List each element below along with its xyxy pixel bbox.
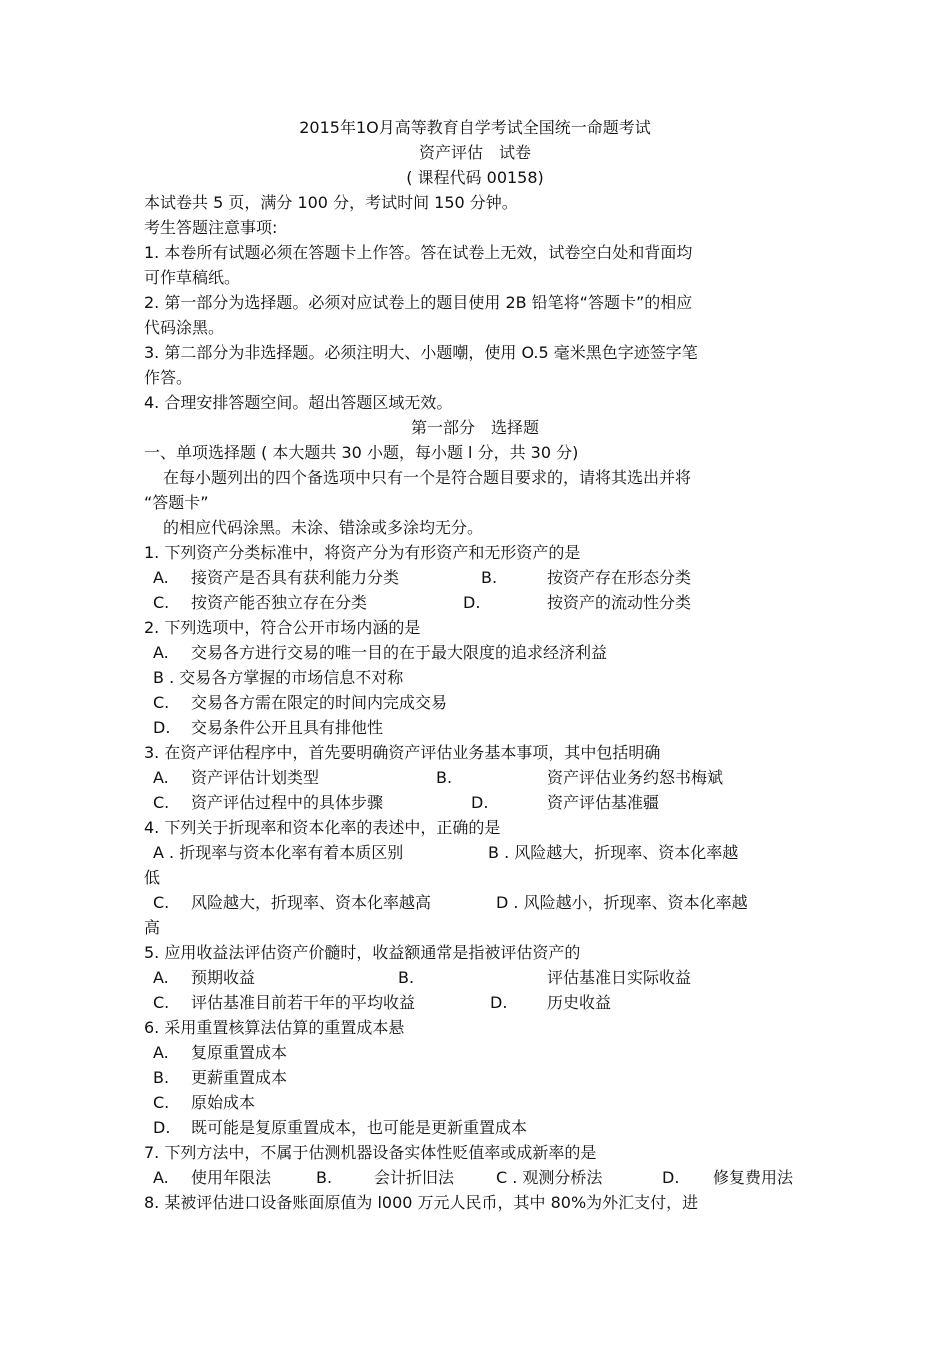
q2-option-d: 交易条件公开且具有排他性	[191, 718, 384, 737]
q4-option-c-label: C.	[153, 893, 170, 912]
notice-3: 3. 第二部分为非选择题。必须注明大、小题嘲，使用 O.5 毫米黑色字迹签字笔	[144, 343, 698, 362]
notice-2-cont: 代码涂黑。	[144, 318, 225, 337]
q3-option-c: 资产评估过程中的具体步骤	[191, 793, 384, 812]
q1-option-a: 接资产是否具有获利能力分类	[191, 568, 400, 587]
q1-option-b-label: B.	[481, 568, 498, 587]
q5-option-a: 预期收益	[191, 968, 256, 987]
q3-option-b: 资产评估业务约怒书梅斌	[547, 768, 724, 787]
q1-option-c: 按资产能否独立存在分类	[191, 593, 368, 612]
question-5: 5. 应用收益法评估资产价髓时，收益额通常是指被评估资产的	[144, 943, 581, 962]
q2-option-a-label: A.	[153, 643, 169, 662]
notice-2: 2. 第一部分为选择题。必须对应试卷上的题目使用 2B 铅笔将“答题卡”的相应	[144, 293, 693, 312]
q6-option-a: 复原重置成本	[191, 1043, 288, 1062]
q6-option-d: 既可能是复原重置成本，也可能是更新重置成本	[191, 1118, 528, 1137]
question-8: 8. 某被评估进口设备账面原值为 l000 万元人民币，其中 80%为外汇支付，进	[144, 1193, 699, 1212]
question-6: 6. 采用重置核算法估算的重置成本悬	[144, 1018, 405, 1037]
q4-option-a: A . 折现率与资本化率有着本质区别	[153, 843, 404, 862]
q1-option-a-label: A.	[153, 568, 169, 587]
q1-option-c-label: C.	[153, 593, 170, 612]
exam-summary: 本试卷共 5 页，满分 100 分，考试时间 150 分钟。	[144, 193, 518, 212]
part1-title: 第一部分 选择题	[410, 418, 539, 437]
q3-option-a: 资产评估计划类型	[191, 768, 320, 787]
notice-3-cont: 作答。	[144, 368, 193, 387]
q3-option-d: 资产评估基准疆	[547, 793, 660, 812]
notice-title: 考生答题注意事项:	[144, 218, 278, 237]
q7-option-a-label: A.	[153, 1168, 169, 1187]
q2-option-d-label: D.	[153, 718, 171, 737]
notice-1-cont: 可作草稿纸。	[144, 268, 241, 287]
exam-subject: 资产评估 试卷	[418, 143, 531, 162]
q2-option-c-label: C.	[153, 693, 170, 712]
course-code: ( 课程代码 00158)	[406, 168, 544, 187]
q7-option-d-label: D.	[662, 1168, 680, 1187]
section-instructions-end: 的相应代码涂黑。未涂、错涂或多涂均无分。	[163, 518, 484, 537]
q4-option-c: 风险越大，折现率、资本化率越高	[191, 893, 432, 912]
exam-title: 2015年1O月高等教育自学考试全国统一命题考试	[299, 118, 651, 137]
q5-option-b: 评估基准日实际收益	[547, 968, 692, 987]
section-heading: 一、单项选择题 ( 本大题共 30 小题，每小题 l 分，共 30 分)	[144, 443, 579, 462]
question-1: 1. 下列资产分类标准中，将资产分为有形资产和无形资产的是	[144, 543, 581, 562]
q1-option-d: 按资产的流动性分类	[547, 593, 692, 612]
q7-option-b: 会计折旧法	[374, 1168, 455, 1187]
question-2: 2. 下列选项中，符合公开市场内涵的是	[144, 618, 421, 637]
q5-option-b-label: B.	[398, 968, 415, 987]
q6-option-b-label: B.	[153, 1068, 170, 1087]
question-7: 7. 下列方法中，不属于估测机器设备实体性贬值率或成新率的是	[144, 1143, 597, 1162]
q6-option-d-label: D.	[153, 1118, 171, 1137]
q5-option-a-label: A.	[153, 968, 169, 987]
q3-option-a-label: A.	[153, 768, 169, 787]
q4-option-d: D . 风险越小，折现率、资本化率越	[496, 893, 748, 912]
q2-option-c: 交易各方需在限定的时间内完成交易	[191, 693, 448, 712]
q7-option-c: C . 观测分桥法	[496, 1168, 603, 1187]
q3-option-b-label: B.	[436, 768, 453, 787]
q5-option-d-label: D.	[490, 993, 508, 1012]
section-instructions-cont: “答题卡”	[144, 493, 209, 512]
q4-option-b-cont: 低	[144, 868, 161, 887]
q2-option-a: 交易各方进行交易的唯一目的在于最大限度的追求经济利益	[191, 643, 608, 662]
notice-4: 4. 合理安排答题空间。超出答题区域无效。	[144, 393, 453, 412]
question-3: 3. 在资产评估程序中，首先要明确资产评估业务基本事项，其中包括明确	[144, 743, 661, 762]
q7-option-d: 修复费用法	[713, 1168, 794, 1187]
q1-option-d-label: D.	[463, 593, 481, 612]
q3-option-d-label: D.	[471, 793, 489, 812]
q5-option-c-label: C.	[153, 993, 170, 1012]
q4-option-b: B . 风险越大，折现率、资本化率越	[488, 843, 739, 862]
q7-option-a: 使用年限法	[191, 1168, 272, 1187]
q6-option-a-label: A.	[153, 1043, 169, 1062]
q6-option-b: 更薪重置成本	[191, 1068, 288, 1087]
q4-option-d-cont: 高	[144, 918, 161, 937]
question-4: 4. 下列关于折现率和资本化率的表述中，正确的是	[144, 818, 501, 837]
q5-option-c: 评估基准目前若干年的平均收益	[191, 993, 416, 1012]
q6-option-c: 原始成本	[191, 1093, 256, 1112]
section-instructions: 在每小题列出的四个备选项中只有一个是符合题目要求的，请将其选出并将	[163, 468, 692, 487]
q6-option-c-label: C.	[153, 1093, 170, 1112]
q3-option-c-label: C.	[153, 793, 170, 812]
notice-1: 1. 本卷所有试题必须在答题卡上作答。答在试卷上无效，试卷空白处和背面均	[144, 243, 693, 262]
q2-option-b: B . 交易各方掌握的市场信息不对称	[153, 668, 404, 687]
q1-option-b: 按资产存在形态分类	[547, 568, 692, 587]
q5-option-d: 历史收益	[547, 993, 612, 1012]
q7-option-b-label: B.	[316, 1168, 333, 1187]
